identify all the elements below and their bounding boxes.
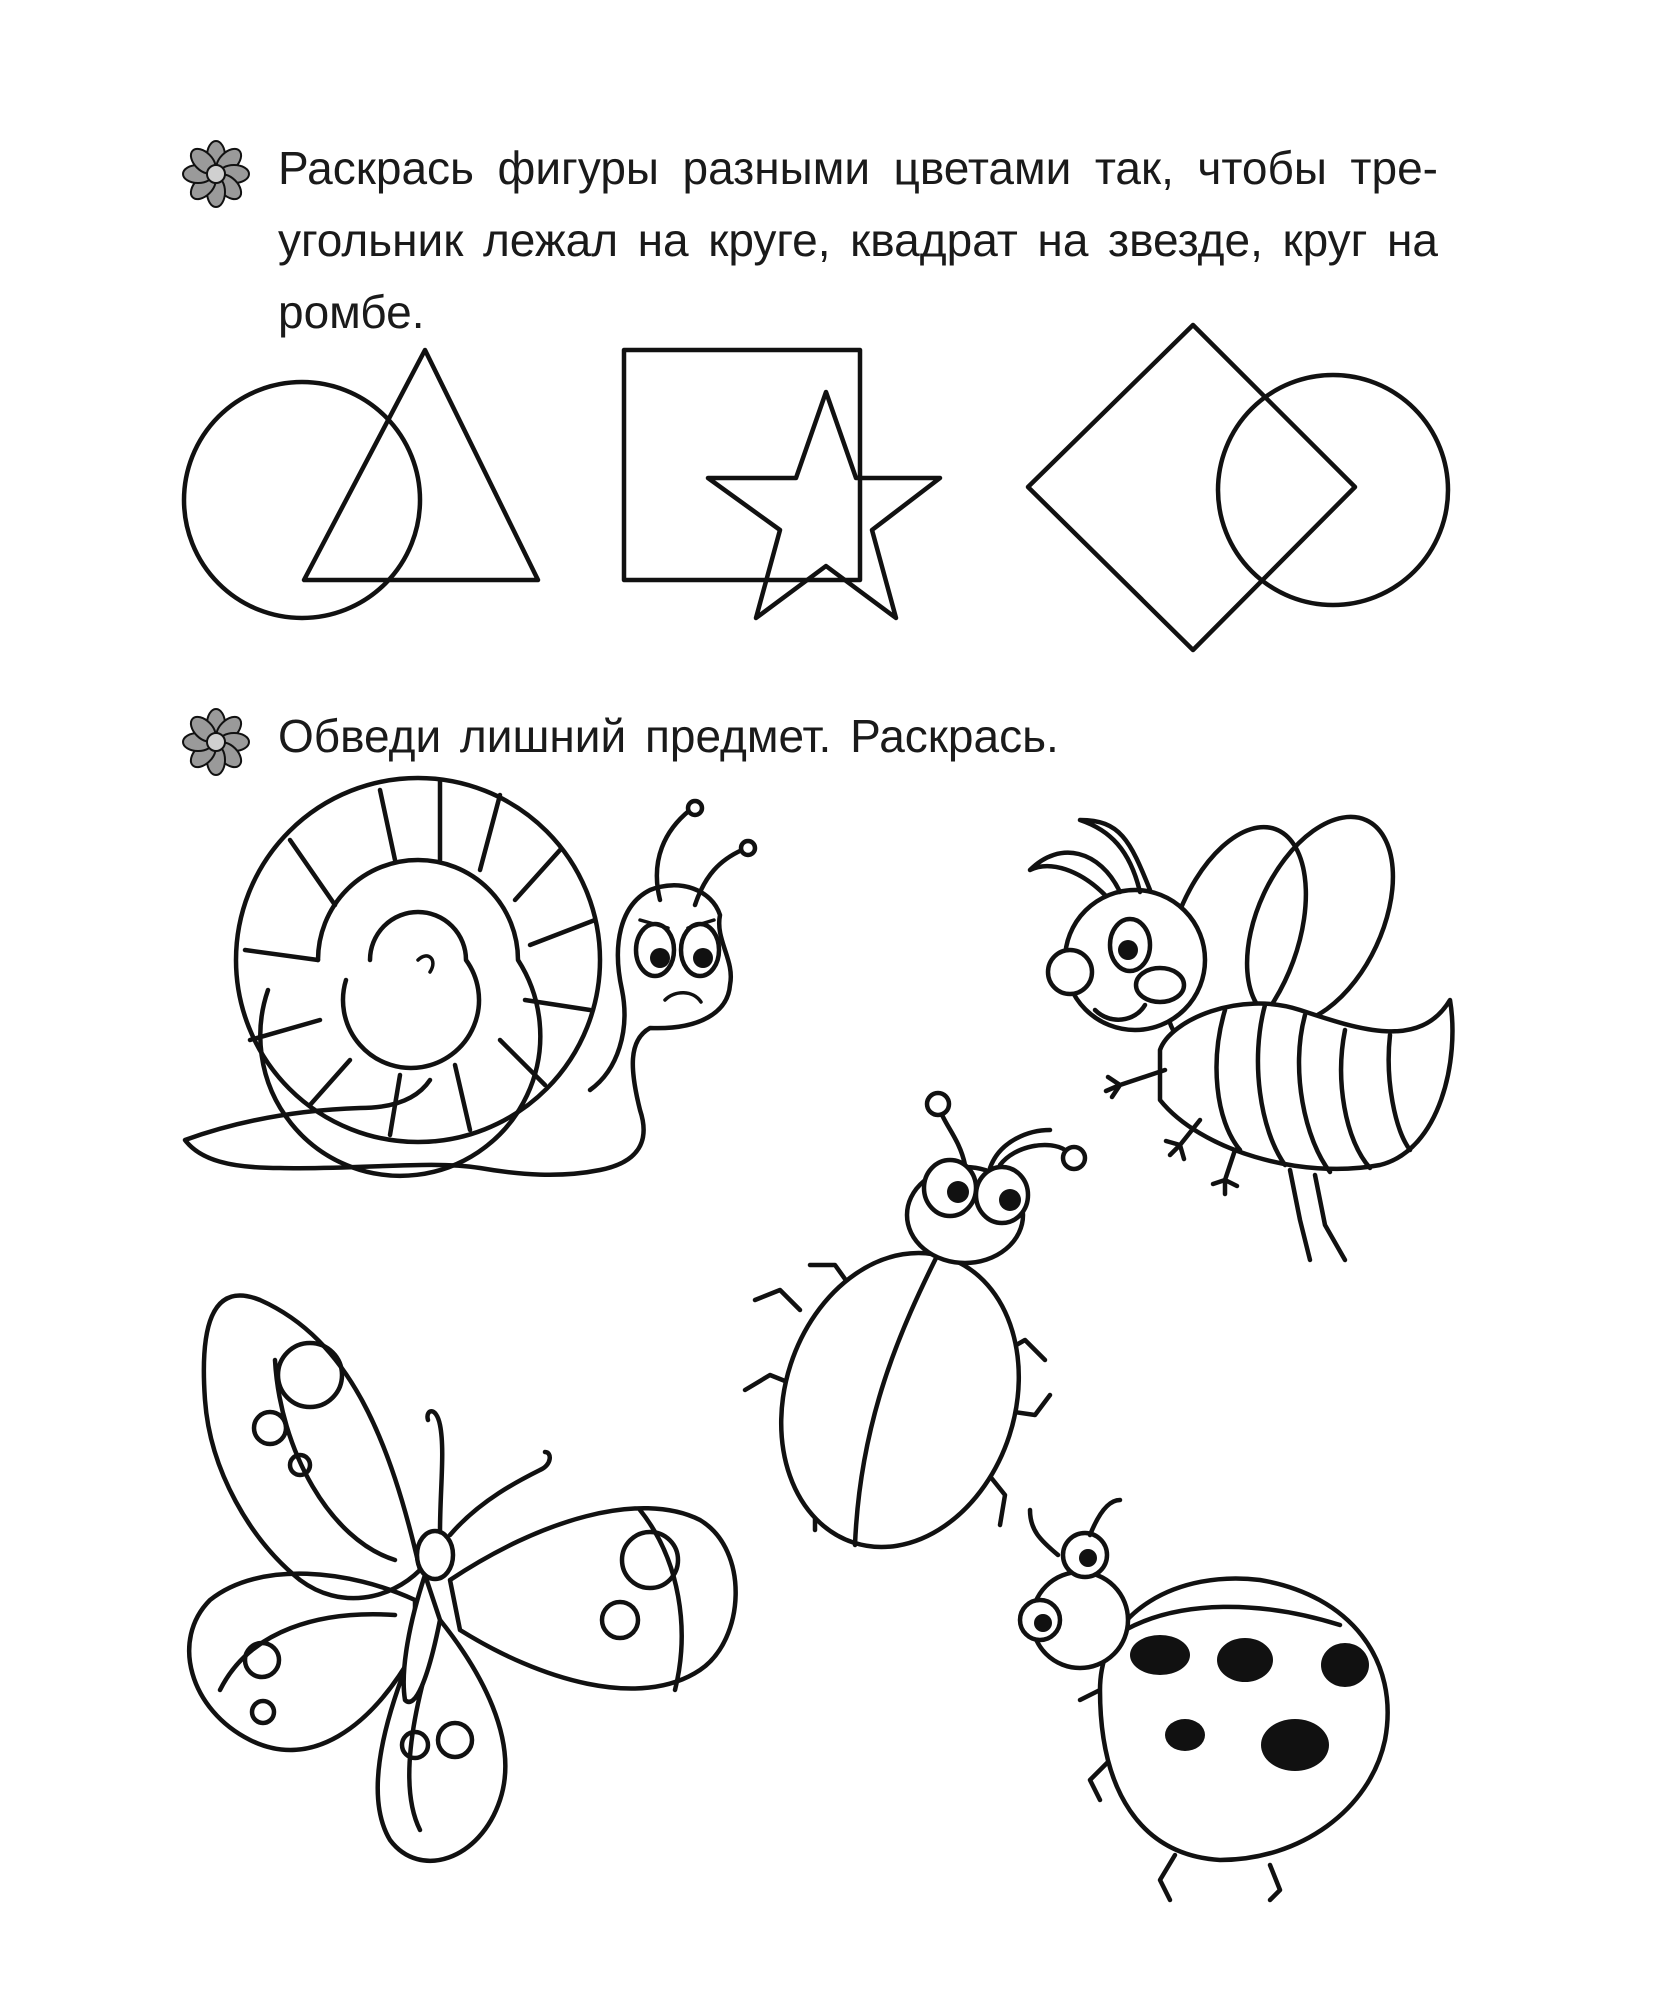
bee-drawing bbox=[1030, 794, 1452, 1260]
ladybug-drawing bbox=[1020, 1500, 1388, 1900]
butterfly-drawing bbox=[189, 1296, 735, 1861]
snail-drawing bbox=[185, 778, 755, 1176]
task-2-instruction: Обведи лишний предмет. Раскрась. bbox=[278, 710, 1059, 762]
task-1-instruction: Раскрась фигуры разными цветами так, чтобы тре-угольник лежал на круге, квадрат на звезде, круг на ромбе. bbox=[278, 142, 1438, 338]
beetle-drawing bbox=[744, 1093, 1085, 1578]
